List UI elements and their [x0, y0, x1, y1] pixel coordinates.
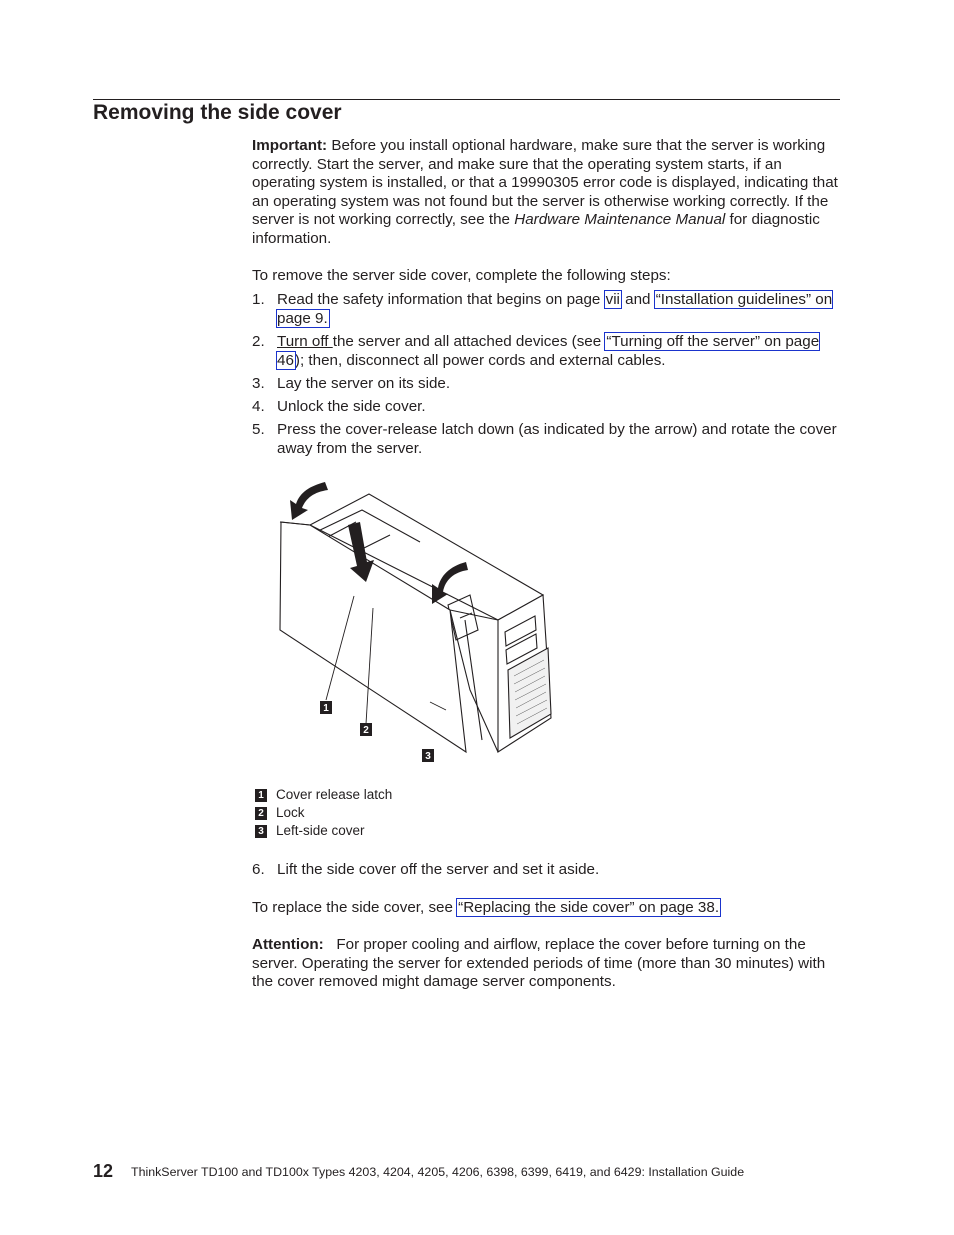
- replace-text: To replace the side cover, see: [252, 899, 458, 916]
- important-label: Important:: [252, 137, 328, 154]
- step-3-number: 3.: [252, 375, 265, 392]
- link-page-vii[interactable]: vii: [605, 291, 620, 308]
- legend-item: [255, 823, 365, 839]
- manual-title: Hardware Maintenance Manual: [514, 211, 726, 229]
- legend-badge-1: 1: [255, 789, 267, 802]
- callout-2: 2: [363, 725, 369, 736]
- important-text-2: for diagnostic information.: [252, 211, 820, 247]
- page-number: 12: [93, 1161, 114, 1181]
- step-4-text: Unlock the side cover.: [277, 398, 426, 415]
- step-6-number: 6.: [252, 861, 265, 878]
- legend-label-1: Cover release latch: [276, 787, 393, 802]
- attention-label: Attention:: [252, 936, 324, 953]
- replace-note: [252, 899, 842, 918]
- attention-text: For proper cooling and airflow, replace the cover before turning on the server. Operating the server for extended periods of time (more than 30 minutes) with the cover removed might damage server components.: [252, 936, 830, 991]
- step-6-text: Lift the side cover off the server and set it aside.: [277, 861, 600, 878]
- step-2-underlined: Turn off: [277, 333, 333, 350]
- legend-label-3: Left-side cover: [276, 823, 365, 838]
- step-2-post: ); then, disconnect all power cords and external cables.: [294, 351, 666, 369]
- callout-3: 3: [425, 751, 431, 762]
- callout-1: 1: [323, 703, 329, 714]
- section-title: Removing the side cover: [93, 101, 342, 124]
- step-1-mid: and: [620, 291, 655, 308]
- intro-text: To remove the server side cover, complete the following steps:: [252, 267, 671, 284]
- legend-label-2: Lock: [276, 805, 305, 820]
- step-3-text: Lay the server on its side.: [277, 375, 451, 392]
- heading-rule: [93, 99, 840, 100]
- important-text-1: Before you install optional hardware, make sure that the server is working correctly. Start the server, and make sure that the operating system starts, if an operating system is installed, or that a 19990305 error code is displayed, indicating that an operating system was not found but the server is otherwise working correctly. If the server is not working correctly, see the: [252, 137, 838, 229]
- link-replacing-side-cover[interactable]: “Replacing the side cover” on page 38.: [458, 899, 720, 916]
- step-4-number: 4.: [252, 398, 265, 415]
- legend-item: [255, 787, 392, 803]
- link-turning-off-server[interactable]: “Turning off the server” on page 46: [277, 333, 820, 369]
- step-2-text: the server and all attached devices (see: [332, 333, 606, 350]
- side-cover-illustration: [270, 470, 570, 770]
- step-5-number: 5.: [252, 421, 265, 438]
- attention-note: [252, 936, 842, 992]
- footer-title: ThinkServer TD100 and TD100x Types 4203, 4204, 4205, 4206, 6398, 6399, 6419, and 6429: Installation Guide: [131, 1165, 745, 1179]
- link-installation-guidelines[interactable]: “Installation guidelines” on page 9.: [277, 291, 833, 327]
- legend-badge-3: 3: [255, 825, 267, 838]
- step-2: [277, 333, 839, 370]
- step-5-text: Press the cover-release latch down (as indicated by the arrow) and rotate the cover away from the server.: [277, 421, 837, 457]
- legend-badge-2: 2: [255, 807, 267, 820]
- step-1-text: Read the safety information that begins on page: [277, 291, 605, 308]
- step-1-number: 1.: [252, 291, 265, 308]
- step-2-number: 2.: [252, 333, 265, 350]
- legend-item: [255, 805, 305, 821]
- important-note: [252, 137, 842, 249]
- step-1: [277, 291, 839, 328]
